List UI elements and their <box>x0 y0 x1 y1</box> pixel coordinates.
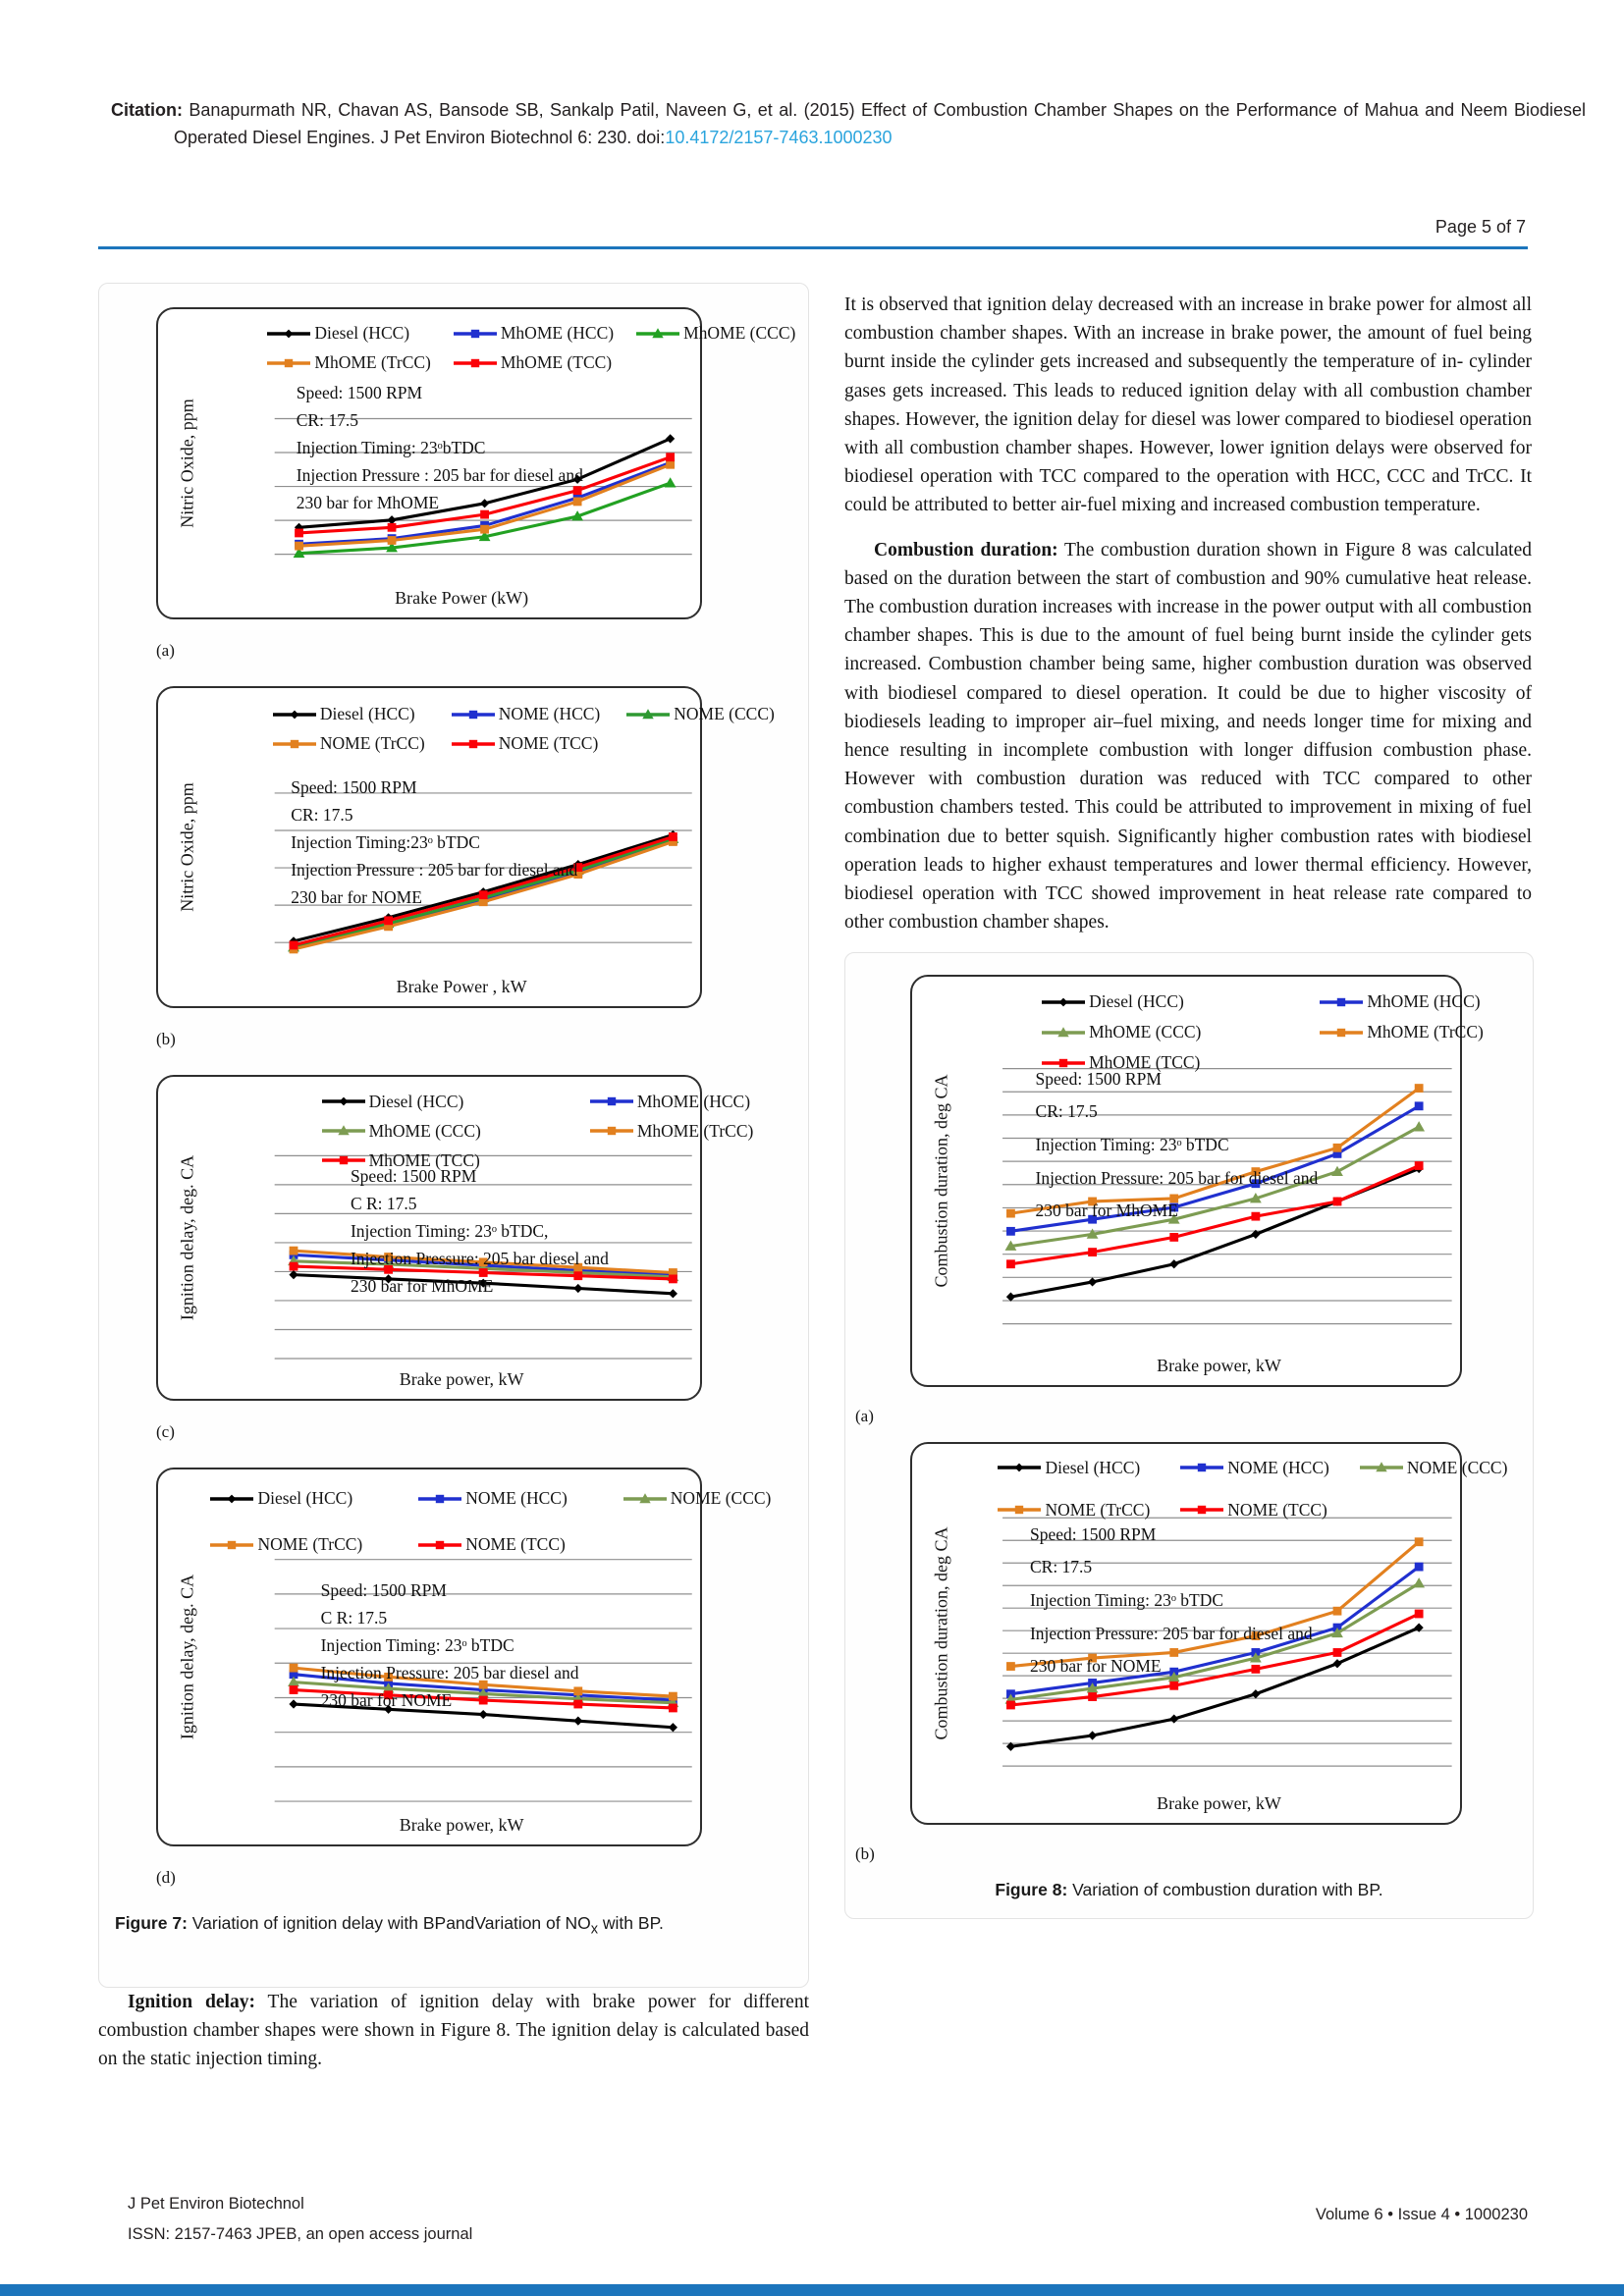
figure7-caption-subscript: x <box>590 1921 599 1938</box>
annotation-line: 230 bar for MhOME <box>350 1275 494 1296</box>
legend-marker-icon <box>272 737 317 751</box>
y-axis-label: Nitric Oxide, ppm <box>177 399 197 528</box>
footer-accent-bar <box>0 2284 1624 2296</box>
legend-marker-icon <box>417 1538 462 1552</box>
legend-marker-icon <box>1041 995 1086 1009</box>
annotation-line: 230 bar for MhOME <box>1035 1201 1178 1221</box>
legend-label: MhOME (TrCC) <box>1367 1022 1484 1042</box>
legend-item <box>623 1488 772 1509</box>
legend-label: NOME (CCC) <box>670 1488 772 1509</box>
figure7-caption-label: Figure 7: <box>115 1913 188 1933</box>
chart-legend <box>272 704 775 754</box>
legend-marker-icon <box>1319 1026 1364 1040</box>
chart-frame <box>910 1442 1508 1825</box>
figure8-caption-text: Variation of combustion duration with BP. <box>1067 1880 1383 1900</box>
legend-item <box>451 704 601 724</box>
figure7-chart-d <box>99 1468 808 1888</box>
legend-label: MhOME (HCC) <box>1367 991 1481 1012</box>
legend-item <box>1359 1458 1508 1478</box>
ignition-delay-paragraph <box>98 1988 809 2074</box>
legend-label: MhOME (CCC) <box>368 1120 481 1141</box>
figure8-chart-b <box>845 1442 1533 1864</box>
legend-marker-icon <box>625 708 671 721</box>
x-axis-label: Brake Power (kW) <box>395 588 529 608</box>
legend-label: NOME (TrCC) <box>319 733 425 754</box>
legend-item <box>1041 1022 1201 1042</box>
citation-text: Banapurmath NR, Chavan AS, Bansode SB, Sankalp Patil, Naveen G, et al. (2015) Effect of Combustion Chamber Shapes on the Performance of Mahua and Neem Biodiesel Operated Diesel Engines. J Pet Environ Biotechnol 6: 230. doi: <box>174 100 1586 147</box>
legend-marker-icon <box>623 1492 668 1506</box>
chart-annotation <box>291 774 577 911</box>
figure8-panel <box>844 952 1534 1919</box>
x-axis-label: Brake power, kW <box>1157 1356 1281 1376</box>
figure7-chart-b <box>99 686 808 1049</box>
legend-marker-icon <box>1179 1503 1224 1517</box>
legend-item <box>321 1121 481 1142</box>
legend-label: NOME (CCC) <box>674 704 775 724</box>
ignition-delay-heading: Ignition delay: <box>128 1992 255 2012</box>
legend-marker-icon <box>453 356 498 370</box>
figure7-chart-c <box>99 1075 808 1442</box>
combustion-duration-heading: Combustion duration: <box>874 539 1058 561</box>
annotation-line: Injection Pressure: 205 bar for diesel and <box>1035 1167 1319 1188</box>
legend-label: NOME (HCC) <box>498 704 601 724</box>
legend-marker-icon <box>272 708 317 721</box>
x-axis-label: Brake power, kW <box>399 1815 524 1835</box>
legend-label: NOME (TCC) <box>1227 1499 1327 1520</box>
figure8-caption <box>845 1880 1533 1900</box>
legend-item <box>1319 991 1483 1012</box>
y-axis-label: Ignition delay, deg. CA <box>177 1154 197 1321</box>
annotation-line: Injection Timing: 23ᵒbTDC <box>296 437 486 457</box>
annotation-line: Speed: 1500 RPM <box>296 382 423 402</box>
annotation-line: Injection Timing: 23ᵒ bTDC, <box>350 1220 549 1241</box>
annotation-line: Speed: 1500 RPM <box>320 1579 447 1600</box>
annotation-line: CR: 17.5 <box>296 409 358 430</box>
citation <box>111 96 1586 151</box>
footer-issn: ISSN: 2157-7463 JPEB, an open access journal <box>128 2225 473 2243</box>
legend-item <box>321 1092 481 1112</box>
legend-item <box>589 1121 753 1142</box>
legend-marker-icon <box>589 1095 634 1108</box>
panel-label: (b) <box>855 1844 875 1864</box>
panel-label: (d) <box>156 1868 176 1887</box>
footer-volume-issue: Volume 6 • Issue 4 • 1000230 <box>1315 2206 1528 2223</box>
panel-label: (a) <box>156 641 175 660</box>
legend-label: MhOME (TrCC) <box>636 1120 754 1141</box>
annotation-line: CR: 17.5 <box>1035 1101 1098 1122</box>
chart-annotation <box>351 1162 609 1300</box>
annotation-line: CR: 17.5 <box>1029 1557 1093 1577</box>
legend-item <box>1041 1052 1201 1073</box>
legend-label: Diesel (HCC) <box>257 1488 353 1509</box>
legend-label: MhOME (HCC) <box>500 323 615 344</box>
chart-legend <box>266 323 795 373</box>
chart-legend <box>209 1488 771 1555</box>
chart-legend <box>1041 991 1484 1073</box>
annotation-line: Injection Timing:23ᵒ bTDC <box>291 832 480 853</box>
legend-item <box>417 1534 568 1555</box>
legend-marker-icon <box>1359 1461 1404 1474</box>
annotation-line: 230 bar for NOME <box>320 1689 453 1710</box>
legend-label: MhOME (TCC) <box>1089 1052 1201 1073</box>
legend-marker-icon <box>321 1095 366 1108</box>
figure7-chart-a <box>99 307 808 661</box>
legend-label: NOME (TCC) <box>465 1534 566 1555</box>
legend-label: Diesel (HCC) <box>314 323 410 344</box>
legend-item <box>417 1488 568 1509</box>
legend-item <box>321 1150 481 1171</box>
legend-item <box>209 1488 362 1509</box>
doi-link[interactable]: 10.4172/2157-7463.1000230 <box>665 128 893 147</box>
combustion-duration-text: The combustion duration shown in Figure 8 was calculated based on the duration between the start of combustion and 90% cumulative heat release. The combustion duration increases with increase in the power output with all combustion chamber shapes. This is due to the amount of fuel being burnt inside the cylinder gets increased. Combustion chamber being same, higher combustion duration was observed with biodiesel compared to diesel operation. It could be due to higher viscosity of biodiesels leading to improper air–fuel mixing, and needs longer time for mixing and hence resulting in incomplete combustion with longer diffusion combustion phase. However with combustion duration was reduced with TCC compared to other combustion chambers tested. This could be attributed to improvement in mixing of fuel combination due to better squish. Significantly higher combustion rates with biodiesel operation leads to higher exhaust temperatures and lower thermal efficiency. However, biodiesel operation with TCC showed improvement in heat release rate compared to other combustion chamber shapes. <box>844 539 1532 934</box>
citation-label: Citation: <box>111 100 183 120</box>
figure7-caption <box>115 1913 808 1938</box>
legend-label: MhOME (HCC) <box>636 1091 751 1111</box>
legend-marker-icon <box>453 327 498 341</box>
legend-marker-icon <box>1179 1461 1224 1474</box>
legend-label: NOME (HCC) <box>1227 1457 1329 1477</box>
annotation-line: 230 bar for MhOME <box>296 492 440 512</box>
legend-label: Diesel (HCC) <box>1045 1457 1141 1477</box>
legend-marker-icon <box>209 1492 254 1506</box>
y-axis-label: Ignition delay, deg. CA <box>177 1574 197 1740</box>
legend-label: MhOME (TCC) <box>500 352 613 373</box>
figure7-panel <box>98 283 809 1988</box>
legend-marker-icon <box>1319 995 1364 1009</box>
legend-marker-icon <box>266 356 311 370</box>
legend-marker-icon <box>321 1153 366 1167</box>
y-axis-label: Combustion duration, deg CA <box>931 1526 951 1740</box>
footer-journal <box>128 2189 472 2250</box>
legend-item <box>635 323 795 344</box>
annotation-line: Injection Timing: 23ᵒ bTDC <box>1029 1589 1224 1610</box>
annotation-line: 230 bar for NOME <box>1029 1656 1162 1677</box>
y-axis-label: Combustion duration, deg CA <box>931 1074 951 1288</box>
legend-marker-icon <box>997 1461 1042 1474</box>
legend-item <box>1041 991 1201 1012</box>
body-paragraph-1: It is observed that ignition delay decreased with an increase in brake power for almost all combustion chamber shapes. With an increase in brake power, the amount of fuel being burnt inside the cylinder gets increased and subsequently the temperature of in- cylinder gases gets increased. This leads to reduced ignition delay with all combustion chamber shapes. However, the ignition delay for diesel was lower compared to biodiesel operation with all combustion chamber shapes. However, lower ignition delays were observed for biodiesel operation with TCC compared to the operation with HCC, CCC and TrCC. It could be attributed to better air-fuel mixing and increased combustion temperature. <box>844 294 1532 516</box>
chart-annotation <box>297 379 583 516</box>
legend-marker-icon <box>589 1124 634 1138</box>
legend-item <box>209 1534 362 1555</box>
chart-annotation <box>1036 1063 1319 1228</box>
legend-label: Diesel (HCC) <box>1089 991 1184 1012</box>
annotation-line: Speed: 1500 RPM <box>1029 1523 1157 1544</box>
body-paragraph-2 <box>844 536 1532 937</box>
legend-item <box>266 352 430 373</box>
footer-journal-name: J Pet Environ Biotechnol <box>128 2195 304 2213</box>
header-rule <box>98 246 1528 249</box>
legend-marker-icon <box>635 327 680 341</box>
right-column <box>844 291 1532 1919</box>
legend-label: NOME (CCC) <box>1406 1457 1508 1477</box>
y-axis-label: Nitric Oxide, ppm <box>177 782 197 912</box>
annotation-line: Injection Timing: 23ᵒ bTDC <box>1035 1135 1229 1155</box>
annotation-line: Injection Pressure : 205 bar for diesel and <box>291 860 578 881</box>
figure7-caption-end: with BP. <box>598 1913 664 1933</box>
legend-item <box>266 323 430 344</box>
annotation-line: Injection Pressure : 205 bar for diesel and <box>296 464 583 485</box>
legend-item <box>997 1458 1150 1478</box>
panel-label: (a) <box>855 1407 874 1426</box>
x-axis-label: Brake Power , kW <box>396 977 527 996</box>
chart-annotation <box>321 1576 579 1714</box>
annotation-line: C R: 17.5 <box>350 1193 417 1213</box>
legend-item <box>625 704 775 724</box>
legend-label: MhOME (TrCC) <box>314 352 431 373</box>
legend-item <box>1319 1022 1483 1042</box>
legend-item <box>1179 1500 1329 1521</box>
annotation-line: Speed: 1500 RPM <box>291 777 417 798</box>
legend-item <box>272 733 425 754</box>
ignition-delay-text: The variation of ignition delay with brake power for different combustion chamber shapes were shown in Figure 8. The ignition delay is calculated based on the static injection timing. <box>98 1992 809 2070</box>
annotation-line: Injection Timing: 23ᵒ bTDC <box>320 1634 514 1655</box>
chart-frame <box>910 975 1484 1387</box>
x-axis-label: Brake power, kW <box>399 1369 524 1389</box>
legend-item <box>1179 1458 1329 1478</box>
legend-label: NOME (TrCC) <box>1045 1499 1151 1520</box>
legend-label: MhOME (CCC) <box>1089 1022 1202 1042</box>
legend-marker-icon <box>266 327 311 341</box>
x-axis-label: Brake power, kW <box>1157 1793 1281 1814</box>
chart-legend <box>997 1458 1507 1521</box>
legend-label: NOME (TrCC) <box>257 1534 363 1555</box>
legend-item <box>453 352 614 373</box>
legend-marker-icon <box>209 1538 254 1552</box>
legend-marker-icon <box>1041 1056 1086 1070</box>
annotation-line: Injection Pressure: 205 bar diesel and <box>320 1662 579 1682</box>
legend-marker-icon <box>451 708 496 721</box>
legend-marker-icon <box>321 1124 366 1138</box>
legend-item <box>453 323 614 344</box>
chart-frame <box>156 307 796 619</box>
annotation-line: C R: 17.5 <box>320 1607 388 1628</box>
figure7-caption-text: Variation of ignition delay with BPandVariation of NO <box>187 1913 591 1933</box>
legend-item <box>589 1092 753 1112</box>
annotation-line: Speed: 1500 RPM <box>1035 1068 1162 1089</box>
legend-label: MhOME (TCC) <box>368 1149 480 1170</box>
legend-label: MhOME (CCC) <box>683 323 796 344</box>
left-column-text <box>98 1988 809 2090</box>
chart-frame <box>156 686 775 1008</box>
annotation-line: Injection Pressure: 205 bar diesel and <box>350 1248 609 1268</box>
legend-label: NOME (HCC) <box>465 1488 568 1509</box>
legend-label: Diesel (HCC) <box>368 1091 464 1111</box>
legend-item <box>451 733 601 754</box>
panel-label: (b) <box>156 1030 176 1048</box>
annotation-line: CR: 17.5 <box>291 805 353 826</box>
chart-annotation <box>1030 1519 1313 1683</box>
annotation-line: Speed: 1500 RPM <box>350 1165 477 1186</box>
legend-marker-icon <box>417 1492 462 1506</box>
page-number: Page 5 of 7 <box>1435 217 1526 237</box>
chart-frame <box>156 1468 772 1846</box>
legend-label: NOME (TCC) <box>498 733 599 754</box>
legend-marker-icon <box>451 737 496 751</box>
annotation-line: Injection Pressure: 205 bar for diesel and <box>1029 1623 1313 1643</box>
figure8-caption-label: Figure 8: <box>995 1880 1068 1900</box>
legend-item <box>272 704 425 724</box>
chart-frame <box>156 1075 754 1401</box>
legend-marker-icon <box>1041 1026 1086 1040</box>
panel-label: (c) <box>156 1422 175 1441</box>
chart-legend <box>321 1092 754 1171</box>
legend-label: Diesel (HCC) <box>319 704 415 724</box>
legend-marker-icon <box>997 1503 1042 1517</box>
annotation-line: 230 bar for NOME <box>291 887 422 908</box>
legend-item <box>997 1500 1150 1521</box>
figure8-chart-a <box>845 975 1533 1426</box>
